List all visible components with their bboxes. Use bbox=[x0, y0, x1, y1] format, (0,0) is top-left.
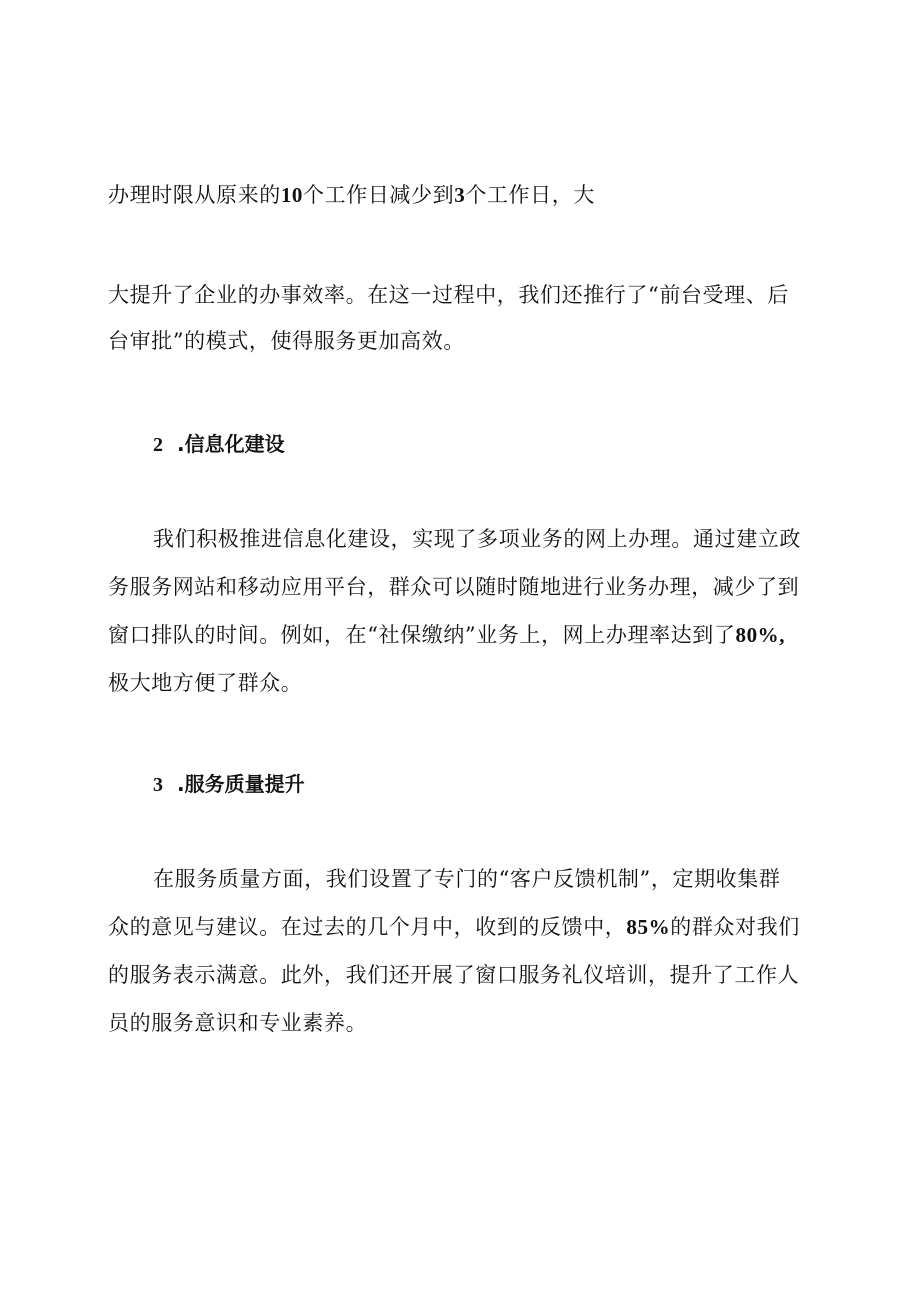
section3-line-3: 的服务表示满意。此外，我们还开展了窗口服务礼仪培训，提升了工作人 bbox=[108, 963, 800, 987]
section-title: .信息化建设 bbox=[177, 432, 285, 456]
bold-number: 10 bbox=[280, 183, 304, 207]
section3-line-4: 员的服务意识和专业素养。 bbox=[108, 1011, 368, 1035]
text-segment: 个工作日减少到 bbox=[303, 183, 455, 207]
section2-line-3 bbox=[108, 620, 785, 650]
text-segment: 众的意见与建议。在过去的几个月中，收到的反馈中， bbox=[108, 915, 627, 939]
bold-number: 85% bbox=[626, 915, 671, 939]
section-title: .服务质量提升 bbox=[177, 772, 305, 796]
section2-line-2: 务服务网站和移动应用平台，群众可以随时随地进行业务办理，减少了到 bbox=[108, 575, 800, 599]
section3-line-1: 在服务质量方面，我们设置了专门的“客户反馈机制”，定期收集群 bbox=[153, 867, 781, 891]
text-segment: 窗口排队的时间。例如，在“社保缴纳”业务上，网上办理率达到了 bbox=[108, 623, 736, 647]
section2-line-4: 极大地方便了群众。 bbox=[108, 671, 303, 695]
text-segment: 的群众对我们 bbox=[670, 915, 800, 939]
text-segment: 办理时限从原来的 bbox=[108, 183, 281, 207]
paragraph-top-line-2: 大提升了企业的办事效率。在这一过程中，我们还推行了“前台受理、后 bbox=[108, 283, 789, 307]
section-heading-3 bbox=[153, 769, 305, 800]
section-number: 2 bbox=[153, 434, 163, 456]
section2-line-1: 我们积极推进信息化建设，实现了多项业务的网上办理。通过建立政 bbox=[153, 527, 801, 551]
section-heading-2 bbox=[153, 429, 285, 460]
paragraph-top-line-3: 台审批”的模式，使得服务更加高效。 bbox=[108, 329, 465, 353]
text-segment: 个工作日，大 bbox=[465, 183, 595, 207]
section-number: 3 bbox=[153, 774, 163, 796]
bold-number: 80%, bbox=[735, 623, 786, 647]
paragraph-top-line-1 bbox=[108, 180, 595, 210]
section3-line-2 bbox=[108, 912, 800, 942]
bold-number: 3 bbox=[454, 183, 466, 207]
